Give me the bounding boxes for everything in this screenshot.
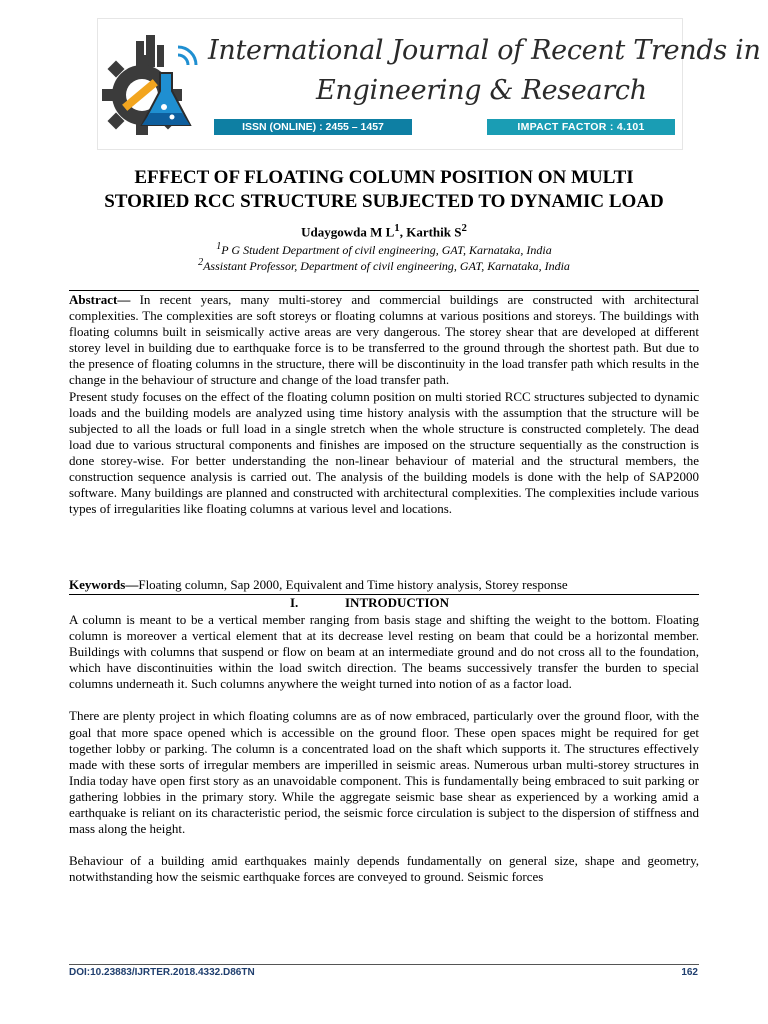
affiliation-1 bbox=[0, 241, 768, 258]
abstract-paragraph: Present study focuses on the effect of the floating column position on multi storied RCC structures subjected to dynamic loads and the building models are analyzed using time history analysis with the assumption that the structure will be subjected to all the loads or full load in a single stretch when the whole structure is constructed completely. The dead load due to various structural components and finishes are imposed on the structure sequentially as the construction is done storey-wise. For better understanding the non-linear behaviour of material and the structural members, the construction sequence analysis is carried out. The analysis of the building models is done with the help of SAP2000 software. Many buildings are planned and constructed with architectural complexities. The complexities include various types of irregularities like floating columns at various level and locations. bbox=[69, 388, 699, 517]
author-name: Karthik S bbox=[406, 224, 462, 240]
journal-name-line1: International Journal of Recent Trends in bbox=[208, 35, 761, 66]
abstract-top-rule bbox=[69, 290, 699, 291]
abstract-label: Abstract— bbox=[69, 292, 131, 307]
doi-footer: DOI:10.23883/IJRTER.2018.4332.D86TN bbox=[69, 967, 255, 978]
paper-title bbox=[40, 166, 728, 214]
impact-factor-badge: IMPACT FACTOR : 4.101 bbox=[487, 119, 675, 135]
affiliation-2 bbox=[0, 257, 768, 274]
issn-badge: ISSN (ONLINE) : 2455 – 1457 bbox=[214, 119, 412, 135]
paper-title-line1: EFFECT OF FLOATING COLUMN POSITION ON MULTI bbox=[134, 167, 634, 188]
affiliation-marker: 2 bbox=[198, 257, 204, 268]
journal-name-line2: Engineering & Research bbox=[316, 75, 647, 106]
paper-title-line2: STORIED RCC STRUCTURE SUBJECTED TO DYNAMIC LOAD bbox=[104, 191, 664, 212]
author-affil-marker: 1 bbox=[394, 222, 400, 234]
abstract bbox=[69, 292, 699, 517]
footer-rule bbox=[69, 964, 699, 965]
journal-banner bbox=[97, 18, 761, 150]
author-separator: , bbox=[399, 224, 407, 240]
page-number: 162 bbox=[681, 967, 698, 978]
journal-logo-gear-flask-icon bbox=[102, 33, 198, 139]
abstract-paragraph bbox=[69, 292, 699, 389]
body-paragraph: A column is meant to be a vertical member ranging from basis stage and shifting the weight to the bottom. Floating column is moreover a vertical element that at its decrease level resting on beam that could be a horizontal member. Buildings with columns that suspend or flow on beam at an intermediate ground and do not cross all to the foundation, which have discontinuities within the load switch direction. The beams successively transfer the burden to special columns underneath it. Such columns anywhere the weight turned into notion of as a factor load. bbox=[69, 612, 699, 692]
author-name: Udaygowda M L bbox=[301, 224, 395, 240]
keywords-text: Floating column, Sap 2000, Equivalent and Time history analysis, Storey response bbox=[138, 577, 568, 592]
introduction-body bbox=[69, 612, 699, 885]
keywords bbox=[69, 577, 699, 593]
body-paragraph: Behaviour of a building amid earthquakes mainly depends fundamentally on general size, shape and geometry, notwithstanding how the seismic earthquake forces are conveyed to ground. Seismic forces bbox=[69, 853, 699, 885]
author-list bbox=[0, 222, 768, 240]
author-affil-marker: 2 bbox=[461, 222, 467, 234]
keywords-label: Keywords— bbox=[69, 577, 139, 592]
affiliation-text: P G Student Department of civil engineering, GAT, Karnataka, India bbox=[221, 243, 552, 257]
section-title: INTRODUCTION bbox=[345, 595, 450, 610]
section-number: I. bbox=[290, 595, 299, 610]
abstract-text: In recent years, many multi-storey and commercial buildings are constructed with architectural complexities. The complexities are soft storeys or floating columns at various positions and storeys. The buildings with floating columns built in seismically active areas are very dangerous. The storey shear that are developed at different storey level in building due to earthquake force is to be transferred to the ground through the shortest path. But due to the presence of floating columns in the structure, there will be discontinuity in the load transfer path which results in the change in the behaviour of structure and change of the load transfer path. bbox=[69, 292, 699, 388]
affiliation-text: Assistant Professor, Department of civil engineering, GAT, Karnataka, India bbox=[203, 259, 570, 273]
affiliation-marker: 1 bbox=[216, 241, 222, 252]
body-paragraph: There are plenty project in which floating columns are as of now embraced, particularly over the ground floor, with the goal that more space opened which is accessible on the ground floor. These open spaces might be required for get together lobby or parking. The column is a concentrated load on the shaft which supports it. The structures effectively made with these sorts of irregular members are imperilled in seismic areas. Numerous urban multi-storey structures in India today have open first story as an unavoidable component. This is fundamentally being embraced to suit parking or gathering lobbies in the primary story. While the aggregate seismic base shear as experienced by a working amid a earthquake is reliant on its characteristic period, the seismic force circulation is subject to the dispersion of stiffness and mass along the height. bbox=[69, 708, 699, 837]
